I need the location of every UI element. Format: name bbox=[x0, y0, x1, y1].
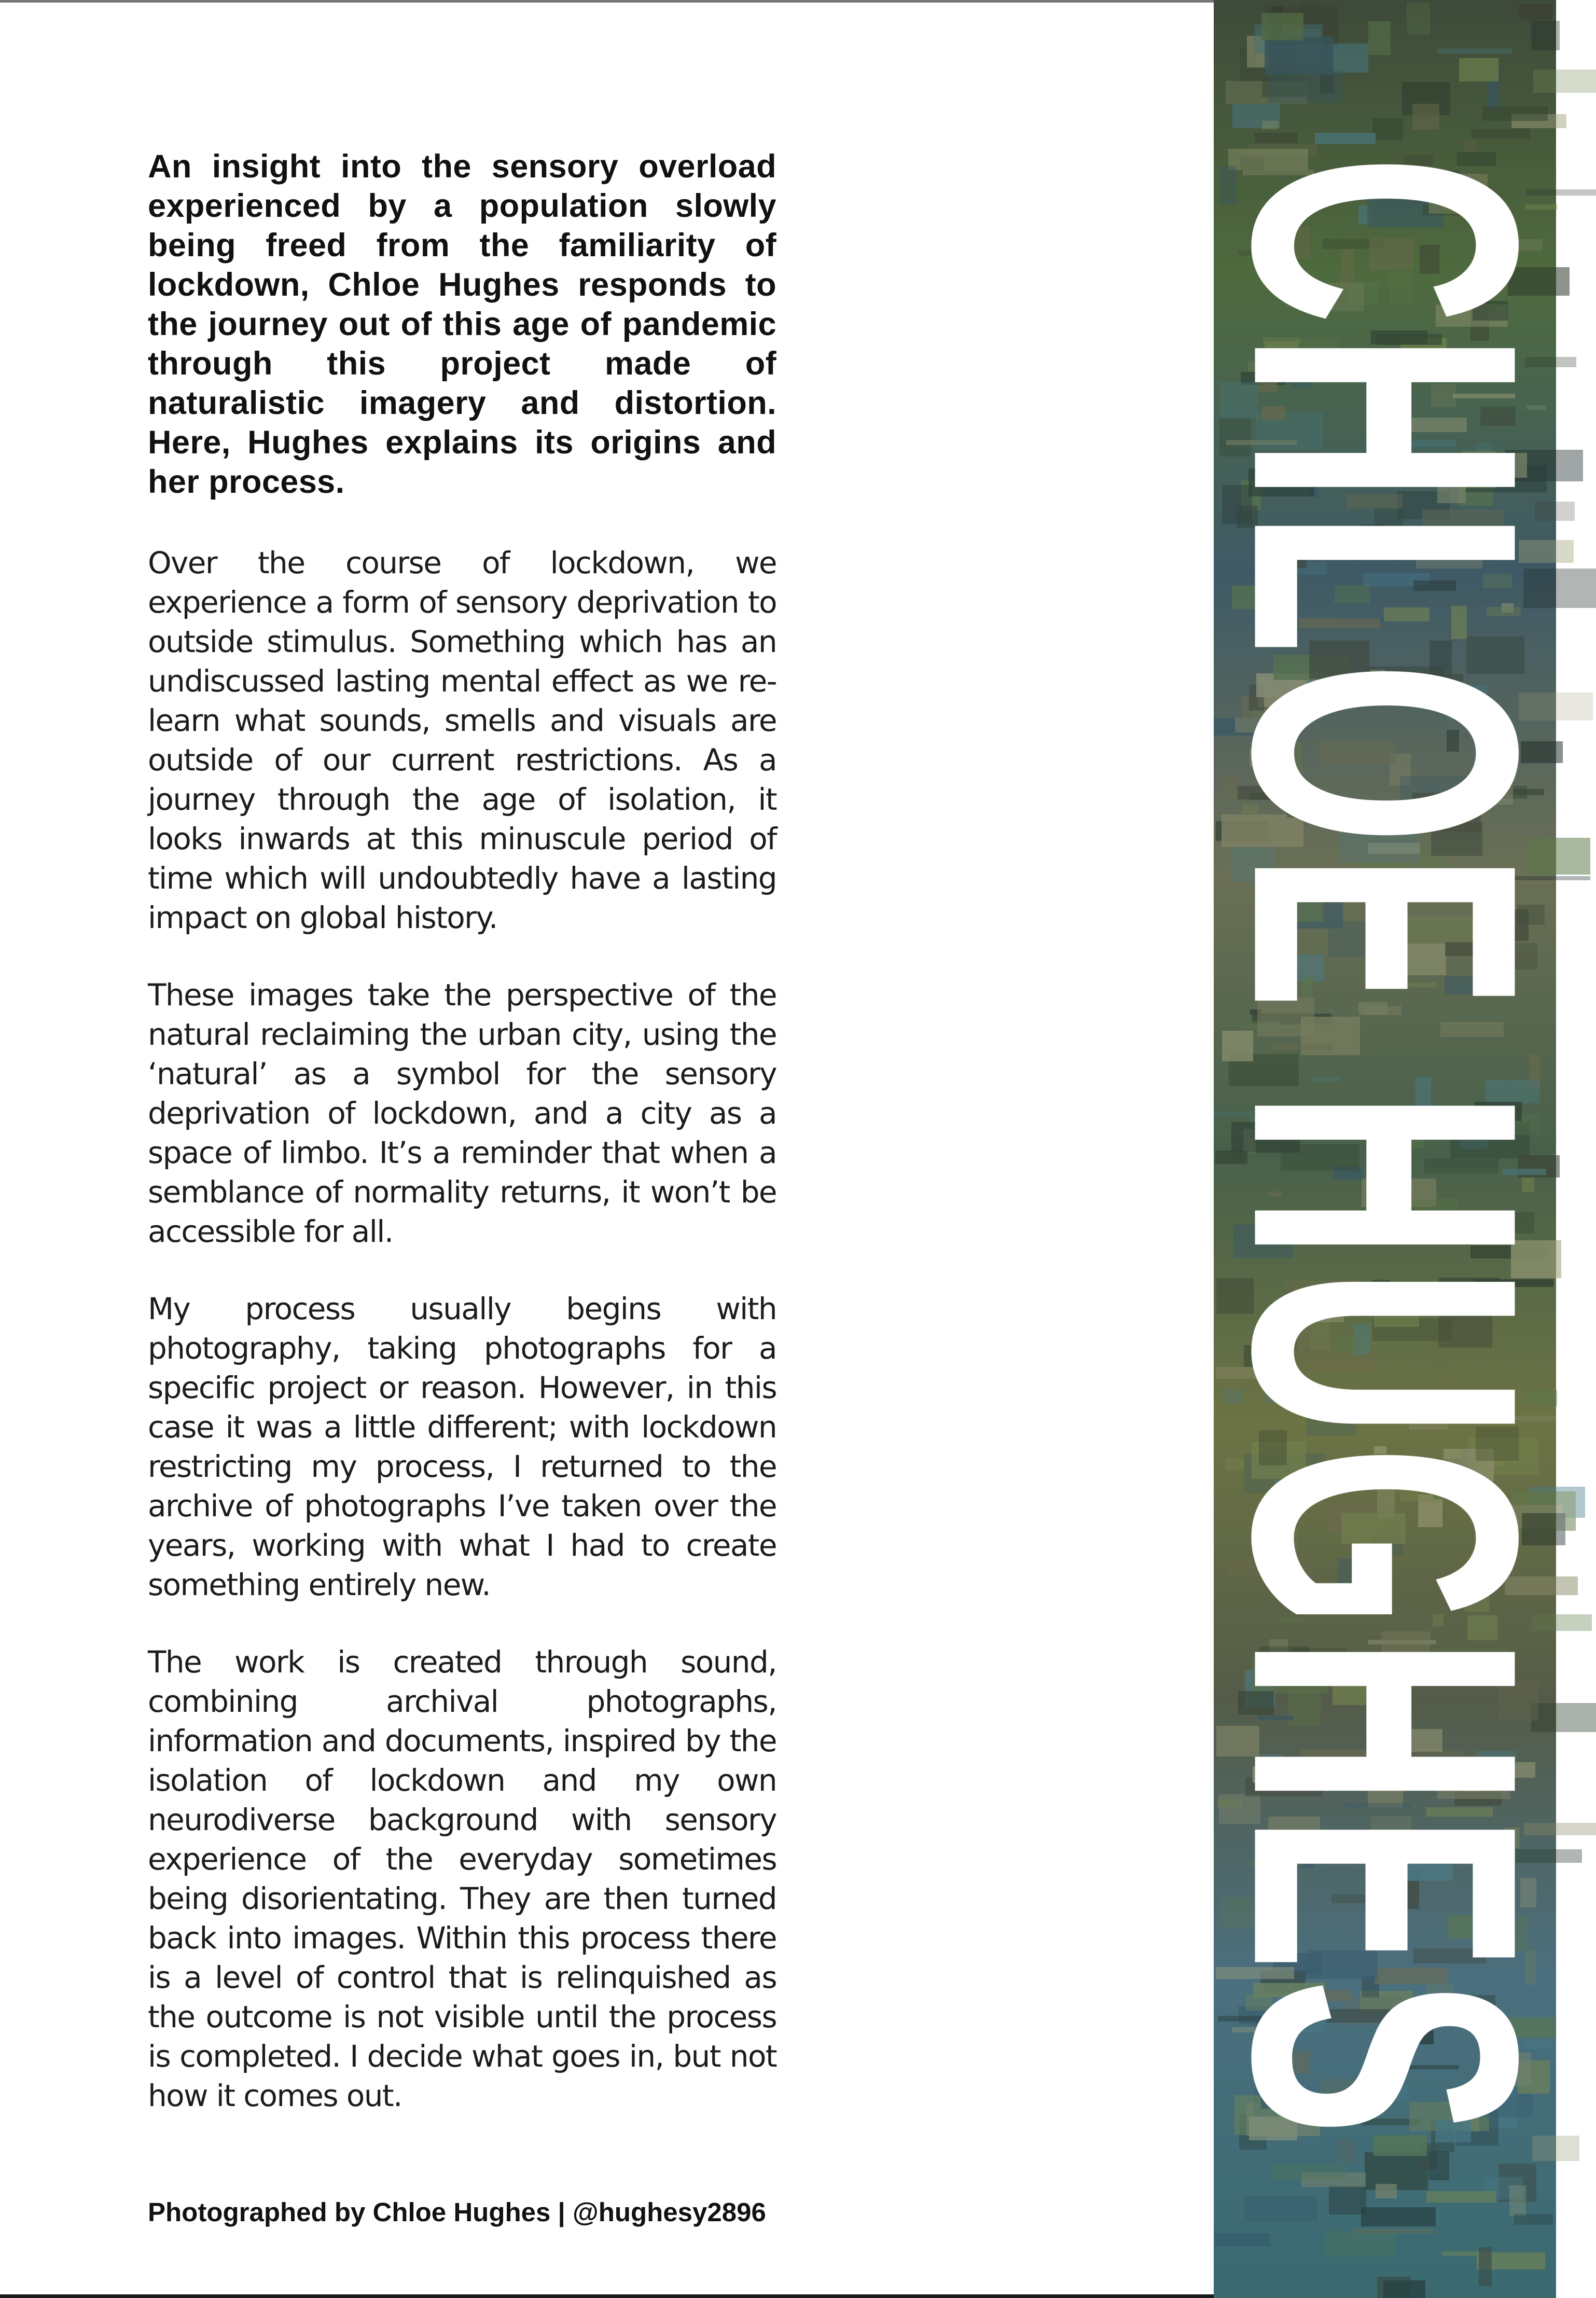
bottom-rule bbox=[0, 2294, 1214, 2298]
collage-patch bbox=[1300, 4, 1322, 14]
photo-credit: Photographed by Chloe Hughes | @hughesy2896 bbox=[148, 2197, 766, 2227]
collage-patch bbox=[1428, 2151, 1449, 2180]
collage-patch bbox=[1262, 121, 1279, 129]
collage-patch bbox=[1383, 2280, 1425, 2298]
article-paragraph: The work is created through sound, combining archival photographs, information and documents, inspired by the isolation of lockdown and my own neurodiverse background with sensory experience of the everyday sometimes being disorientating. They are then turned back into images. Within this process there is a level of control that is relinquished as the outcome is not visible until the process is completed. I decide what goes in, but not how it comes out. bbox=[148, 1644, 776, 2113]
collage-patch bbox=[1329, 2185, 1366, 2214]
article-paragraph: These images take the perspective of the natural reclaiming the urban city, using the ‘natural’ as a symbol for the sensory deprivation of lockdown, and a city as a space of limbo. It’s a reminder that when a semblance of normality returns, it won’t be accessible for all. bbox=[148, 977, 776, 1249]
collage-patch bbox=[1514, 2214, 1553, 2225]
collage-patch bbox=[1459, 58, 1498, 81]
collage-patch bbox=[1268, 71, 1341, 103]
collage-patch bbox=[1265, 37, 1333, 75]
article-paragraph: Over the course of lockdown, we experience a form of sensory deprivation to outside stimulus. Something which has an undiscussed lasting mental effect as we re-learn what sounds, smells and visuals are outside of our current restrictions. As a journey through the age of isolation, it looks inwards at this minuscule period of time which will undoubtedly have a lasting impact on global history. bbox=[148, 545, 776, 935]
collage-patch bbox=[1464, 140, 1477, 152]
collage-patch bbox=[1519, 4, 1552, 20]
collage-patch bbox=[1531, 21, 1560, 50]
collage-patch bbox=[1261, 13, 1303, 40]
vertical-name-title: CHLOE HUGHES bbox=[1174, 155, 1596, 2143]
collage-patch bbox=[1215, 2233, 1270, 2246]
collage-patch bbox=[1315, 133, 1376, 144]
collage-patch bbox=[1368, 21, 1391, 55]
collage-patch bbox=[1244, 2196, 1317, 2221]
collage-patch bbox=[1472, 129, 1530, 139]
collage-patch bbox=[1482, 106, 1548, 121]
article-text-column bbox=[148, 147, 776, 2230]
collage-patch bbox=[1407, 2, 1430, 35]
collage-patch bbox=[1426, 2191, 1496, 2203]
collage-patch bbox=[1325, 2231, 1395, 2257]
collage-patch bbox=[1437, 48, 1512, 54]
article-paragraph: My process usually begins with photography, taking photographs for a specific project or reason. However, in this case it was a little different; with lockdown restricting my process, I returned to the archive of photographs I’ve taken over the years, working with what I had to create something entirely new. bbox=[148, 1291, 776, 1602]
collage-patch bbox=[1255, 133, 1298, 143]
collage-patch bbox=[1479, 2247, 1492, 2286]
collage-patch bbox=[1412, 104, 1439, 130]
top-rule bbox=[0, 0, 1214, 3]
collage-patch bbox=[1376, 2184, 1397, 2198]
collage-patch bbox=[1354, 2228, 1434, 2234]
collage-patch bbox=[1372, 118, 1403, 140]
article-intro: An insight into the sensory overload experienced by a population slowly being freed from the familiarity of lockdown, Chloe Hughes responds to the journey out of this age of pandemic through this project made of naturalistic imagery and distortion. Here, Hughes explains its origins and her process. bbox=[148, 148, 776, 500]
collage-patch bbox=[1509, 2185, 1526, 2216]
collage-patch bbox=[1272, 2165, 1346, 2180]
collage-patch bbox=[1361, 2207, 1436, 2226]
title-panel bbox=[1174, 0, 1596, 2298]
collage-patch bbox=[1533, 70, 1596, 93]
